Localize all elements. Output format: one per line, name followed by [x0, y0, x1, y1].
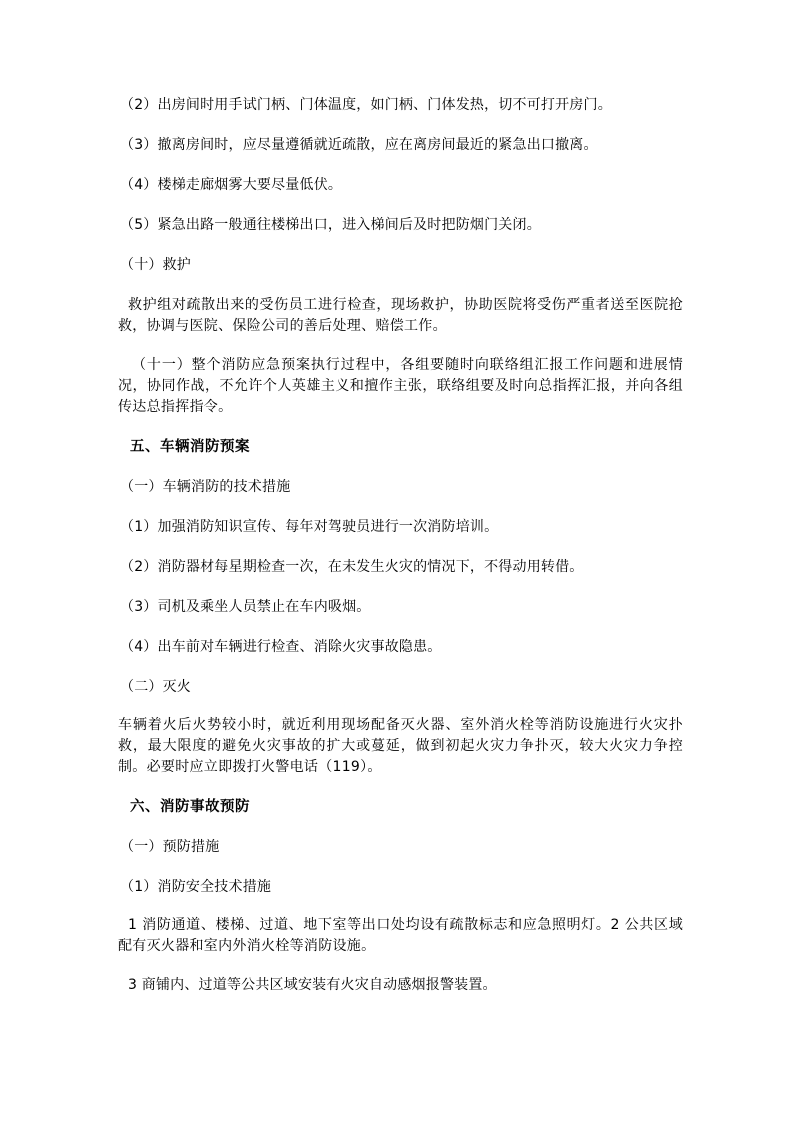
section-vehicle-fire-plan-heading: 五、车辆消防预案: [130, 439, 250, 455]
measure-3: 3 商铺内、过道等公共区域安装有火灾自动感烟报警装置。: [128, 977, 497, 993]
vehicle-fire-paragraph: 车辆着火后火势较小时，就近利用现场配备灭火器、室外消火栓等消防设施进行火灾扑救，最大限度的避免火灾事故的扩大或蔓延，做到初起火灾力争扑灭，较大火灾力争控制。必要时应立即拨打火警电话（119）。: [118, 717, 683, 775]
vehicle-item-4: （4）出车前对车辆进行检查、消除火灾事故隐患。: [120, 639, 442, 655]
fire-extinguishing-title: （二）灭火: [120, 679, 191, 695]
prevention-measures-title: （一）预防措施: [120, 839, 220, 855]
item-4-stay-low: （4）楼梯走廊烟雾大要尽量低伏。: [120, 177, 343, 193]
vehicle-technical-measures-title: （一）车辆消防的技术措施: [120, 479, 291, 495]
vehicle-item-2: （2）消防器材每星期检查一次，在未发生火灾的情况下，不得动用转借。: [120, 559, 584, 575]
section-rescue-title: （十）救护: [120, 257, 191, 273]
vehicle-item-3: （3）司机及乘坐人员禁止在车内吸烟。: [120, 599, 371, 615]
vehicle-item-1: （1）加强消防知识宣传、每年对驾驶员进行一次消防培训。: [120, 519, 499, 535]
rescue-paragraph: 救护组对疏散出来的受伤员工进行检查，现场救护，协助医院将受伤严重者送至医院抢救，协调与医院、保险公司的善后处理、赔偿工作。: [118, 297, 683, 334]
safety-technical-measures-title: （1）消防安全技术措施: [120, 879, 272, 895]
item-3-evacuate-room: （3）撤离房间时，应尽量遵循就近疏散，应在离房间最近的紧急出口撤离。: [120, 137, 598, 153]
item-2-door-check: （2）出房间时用手试门柄、门体温度，如门柄、门体发热，切不可打开房门。: [120, 97, 612, 113]
coordination-paragraph: （十一）整个消防应急预案执行过程中，各组要随时向联络组汇报工作问题和进展情况，协同作战，不允许个人英雄主义和擅作主张，联络组要及时向总指挥汇报，并向各组传达总指挥指令。: [118, 357, 683, 415]
item-5-emergency-exit: （5）紧急出路一般通往楼梯出口，进入梯间后及时把防烟门关闭。: [120, 217, 541, 233]
measures-paragraph-1-2: 1 消防通道、楼梯、过道、地下室等出口处均设有疏散标志和应急照明灯。2 公共区域配有灭火器和室内外消火栓等消防设施。: [118, 917, 683, 954]
section-fire-prevention-heading: 六、消防事故预防: [130, 799, 250, 815]
